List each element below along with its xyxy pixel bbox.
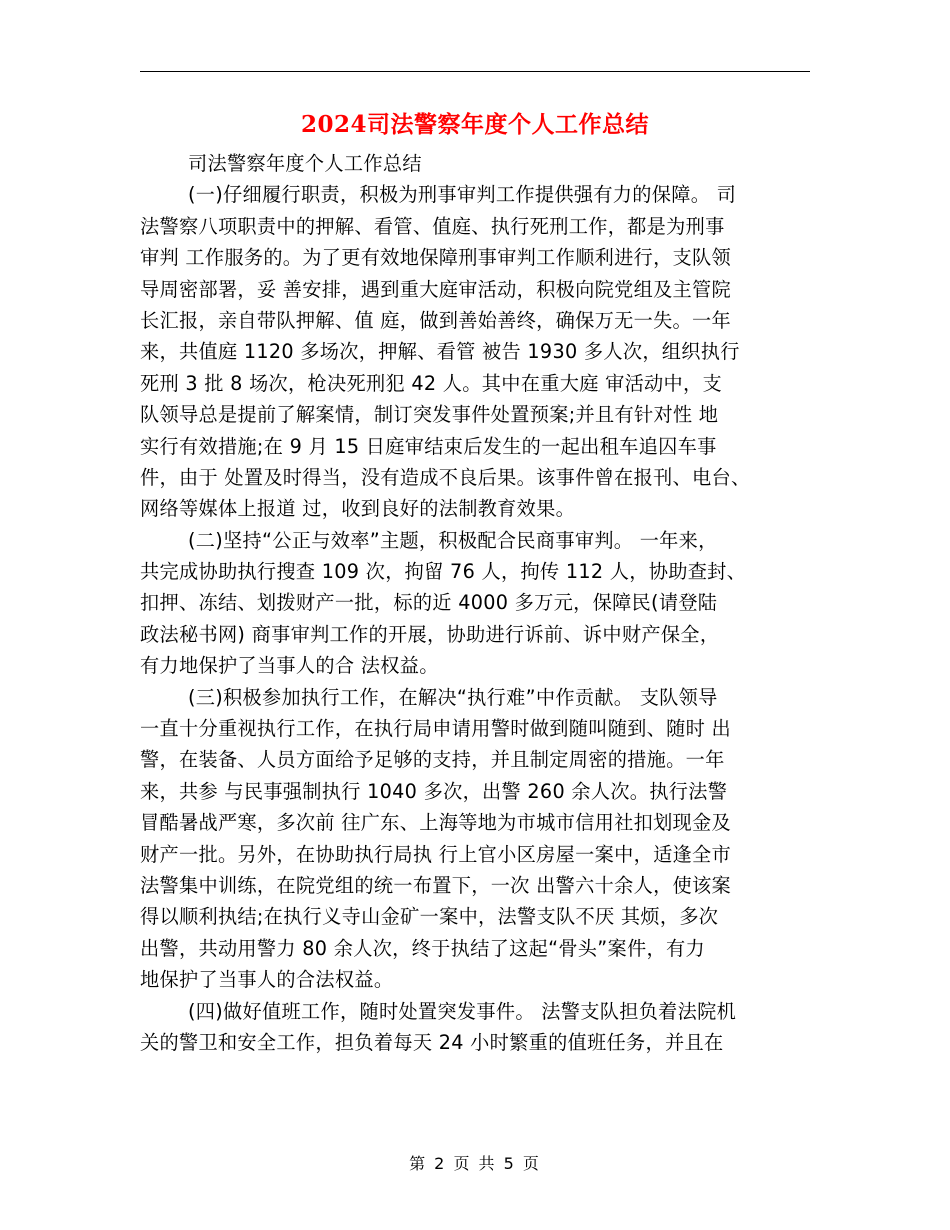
body-line: 警，在装备、人员方面给予足够的支持，并且制定周密的措施。一年 <box>140 748 725 772</box>
body-line: (四)做好值班工作，随时处置突发事件。 法警支队担负着法院机 <box>188 999 737 1023</box>
body-line: (一)仔细履行职责，积极为刑事审判工作提供强有力的保障。 司 <box>188 183 737 207</box>
body-line: 死刑 3 批 8 场次，枪决死刑犯 42 人。其中在重大庭 审活动中，支 <box>140 371 723 395</box>
body-line: 地保护了当事人的合法权益。 <box>140 968 394 992</box>
header-rule <box>140 71 810 72</box>
body-line: 导周密部署，妥 善安排，遇到重大庭审活动，积极向院党组及主管院 <box>140 277 732 301</box>
body-line: 实行有效措施;在 9 月 15 日庭审结束后发生的一起出租车追囚车事 <box>140 434 717 458</box>
body-line: 法警察八项职责中的押解、看管、值庭、执行死刑工作，都是为刑事 <box>140 214 725 238</box>
body-line: 队领导总是提前了解案情，制订突发事件处置预案;并且有针对性 地 <box>140 403 719 427</box>
body-line: 政法秘书网) 商事审判工作的开展，协助进行诉前、诉中财产保全， <box>140 622 720 646</box>
document-body <box>140 148 815 1058</box>
body-line: 扣押、冻结、划拨财产一批，标的近 4000 多万元，保障民(请登陆 <box>140 591 718 615</box>
body-line: 来，共值庭 1120 多场次，押解、看管 被告 1930 多人次，组织执行 <box>140 340 740 364</box>
body-line: 网络等媒体上报道 过，收到良好的法制教育效果。 <box>140 497 576 521</box>
body-line: 冒酷暑战严寒，多次前 往广东、上海等地为市城市信用社扣划现金及 <box>140 811 732 835</box>
body-line: 有力地保护了当事人的合 法权益。 <box>140 654 439 678</box>
body-line: 法警集中训练，在院党组的统一布置下，一次 出警六十余人，使该案 <box>140 873 732 897</box>
body-line: 一直十分重视执行工作，在执行局申请用警时做到随叫随到、随时 出 <box>140 717 732 741</box>
subtitle-line: 司法警察年度个人工作总结 <box>188 152 422 175</box>
body-line: 财产一批。另外，在协助执行局执 行上官小区房屋一案中，适逢全市 <box>140 842 732 866</box>
body-line: 来，共参 与民事强制执行 1040 多次，出警 260 余人次。执行法警 <box>140 779 728 803</box>
body-line: 共完成协助执行搜查 109 次，拘留 76 人，拘传 112 人，协助查封、 <box>140 560 747 584</box>
body-line: 件，由于 处置及时得当，没有造成不良后果。该事件曾在报刊、电台、 <box>140 465 751 489</box>
body-line: (三)积极参加执行工作，在解决“执行难”中作贡献。 支队领导 <box>188 685 718 709</box>
body-line: 得以顺利执结;在执行义寺山金矿一案中，法警支队不厌 其烦，多次 <box>140 905 719 929</box>
page-footer: 第 2 页 共 5 页 <box>409 1154 541 1173</box>
body-line: 出警，共动用警力 80 余人次，终于执结了这起“骨头”案件，有力 <box>140 936 705 960</box>
document-title: 2024司法警察年度个人工作总结 <box>300 111 649 138</box>
body-line: 关的警卫和安全工作，担负着每天 24 小时繁重的值班任务，并且在 <box>140 1030 724 1054</box>
body-line: (二)坚持“公正与效率”主题，积极配合民商事审判。 一年来， <box>188 528 718 552</box>
body-line: 长汇报，亲自带队押解、值 庭，做到善始善终，确保万无一失。一年 <box>140 308 732 332</box>
body-line: 审判 工作服务的。为了更有效地保障刑事审判工作顺利进行，支队领 <box>140 246 732 270</box>
